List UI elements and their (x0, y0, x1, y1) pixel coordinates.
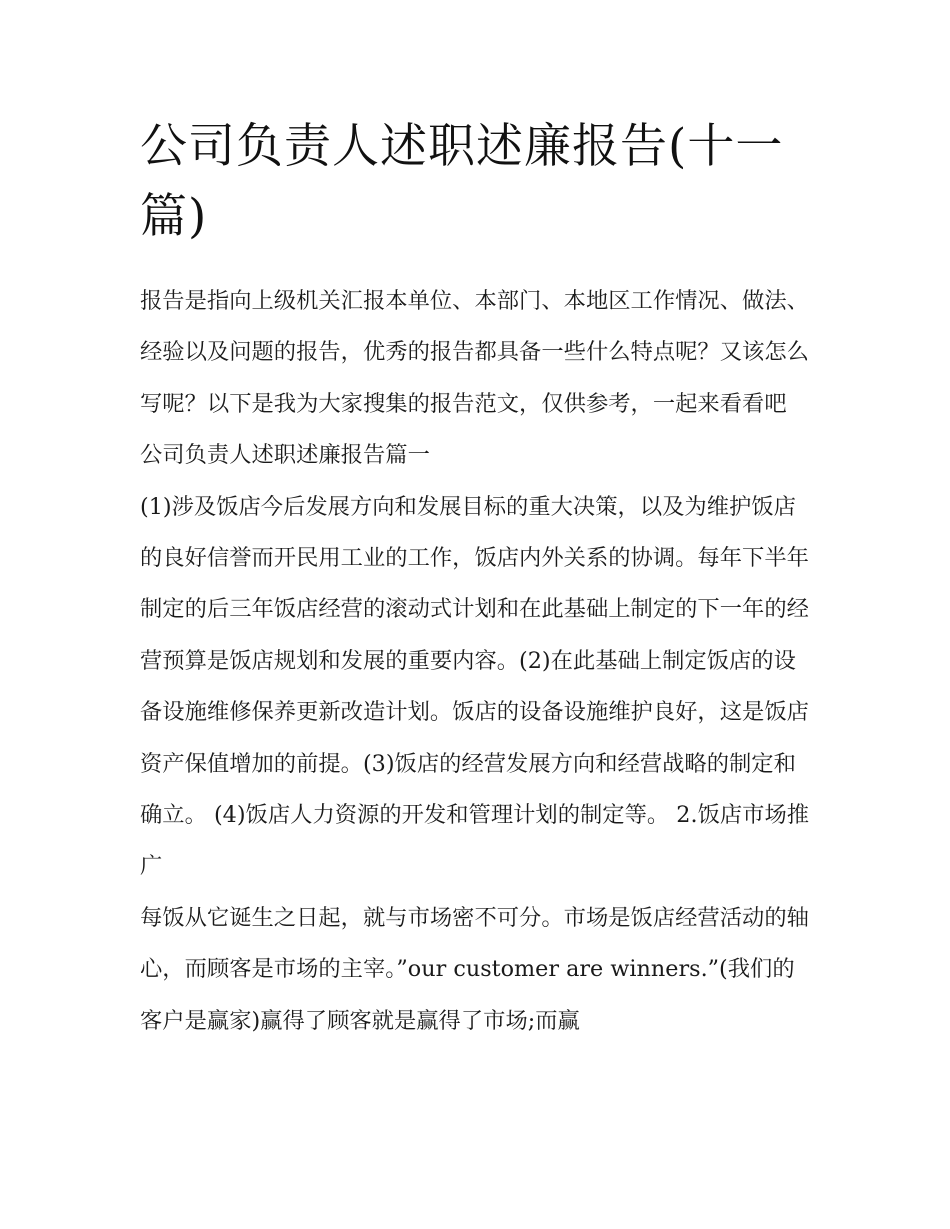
body-paragraph: (1)涉及饭店今后发展方向和发展目标的重大决策，以及为维护饭店的良好信誉而开民用工业的工作，饭店内外关系的协调。每年下半年制定的后三年饭店经营的滚动式计划和在此基础上制定的下一年的经营预算是饭店规划和发展的重要内容。(2)在此基础上制定饭店的设备设施维修保养更新改造计划。饭店的设备设施维护良好，这是饭店资产保值增加的前提。(3)饭店的经营发展方向和经营战略的制定和确立。 (4)饭店人力资源的开发和管理计划的制定等。 2.饭店市场推广 (140, 493, 810, 880)
document-title: 公司负责人述职述廉报告(十一篇) (140, 119, 784, 244)
document-content (140, 112, 812, 1047)
body-paragraph: 每饭从它诞生之日起，就与市场密不可分。市场是饭店经营活动的轴心，而顾客是市场的主宰。”our customer are winners.”(我们的客户是赢家)赢得了顾客就是赢得了市场;而赢 (140, 904, 809, 1034)
intro-paragraph: 报告是指向上级机关汇报本单位、本部门、本地区工作情况、做法、经验以及问题的报告，优秀的报告都具备一些什么特点呢？又该怎么写呢？以下是我为大家搜集的报告范文，仅供参考，一起来看看吧 (140, 288, 809, 417)
section-heading: 公司负责人述职述廉报告篇一 (140, 442, 430, 469)
document-body (140, 276, 812, 1047)
